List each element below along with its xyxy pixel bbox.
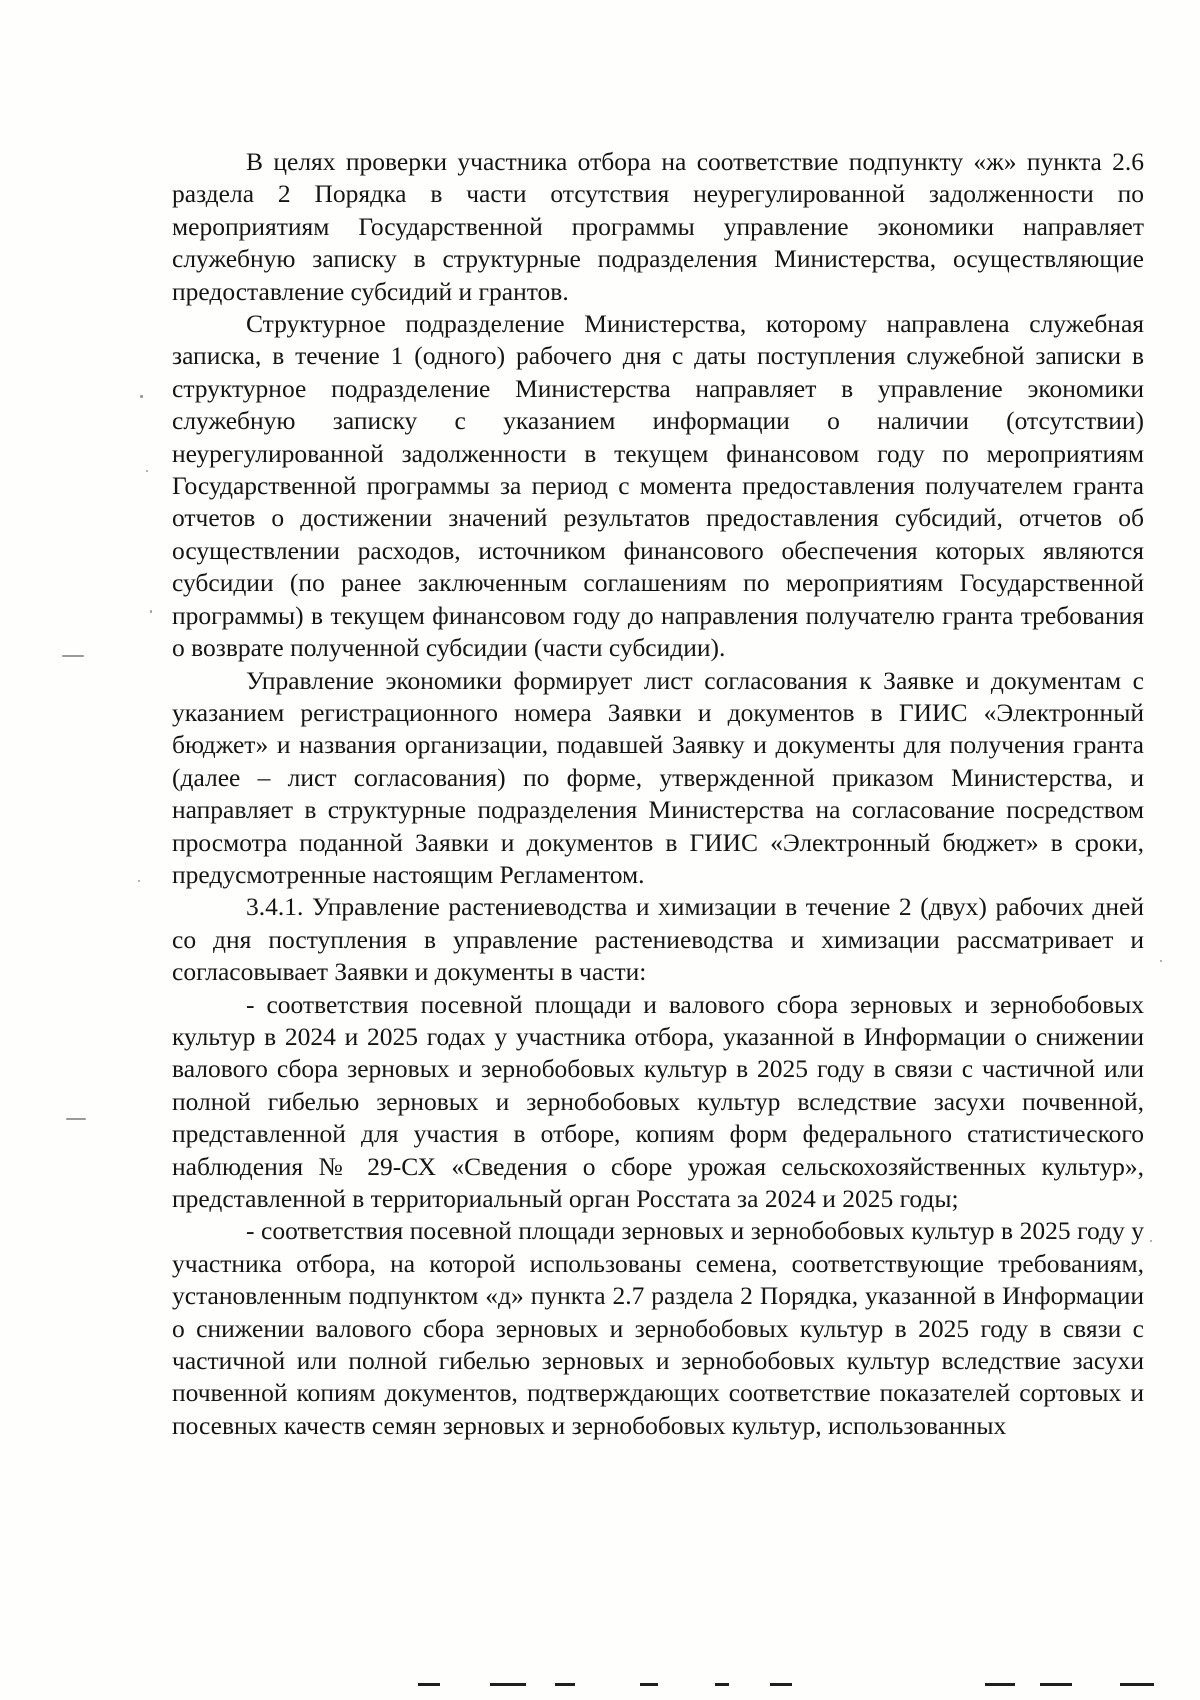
paragraph-debt-check: В целях проверки участника отбора на соответствие подпункту «ж» пункта 2.6 раздела 2 Порядка в части отсутствия неурегулированной задолженности по мероприятиям Государственной программы управление экономики направляет служебную записку в структурные подразделения Министерства, осуществляющие предоставление субсидий и грантов. — [172, 147, 1144, 306]
scan-mark — [138, 880, 140, 882]
list-item-sown-area-harvest: - соответствия посевной площади и валового сбора зерновых и зернобобовых культур в 2024 и 2025 годах у участника отбора, указанной в Информации о снижении валового сбора зерновых и зернобобовых культур в 2025 году в связи с частичной или полной гибелью зерновых и зернобобовых культур вследствие засухи почвенной, представленной для участия в отборе, копиям форм федерального статистического наблюдения № 29-СХ «Сведения о сборе урожая сельскохозяйственных культур», представленной в территориальный орган Росстата за 2024 и 2025 годы; — [172, 989, 1144, 1213]
scan-edge-mark — [715, 1683, 729, 1686]
list-item-sown-area-seeds: - соответствия посевной площади зерновых и зернобобовых культур в 2025 году у участника отбора, на которой использованы семена, соответствующие требованиям, установленным подпунктом «д» пункта 2.7 раздела 2 Порядка, указанной в Информации о снижении валового сбора зерновых и зернобобовых культур в 2025 году в связи с частичной или полной гибелью зерновых и зернобобовых культур вследствие засухи почвенной копиям документов, подтверждающих соответствие показателей сортовых и посевных качеств семян зерновых и зернобобовых культур, использованных — [172, 1216, 1144, 1440]
scan-mark — [146, 470, 148, 472]
scan-edge-mark — [640, 1683, 658, 1686]
scan-mark — [1150, 1240, 1152, 1242]
scan-edge-mark — [555, 1683, 575, 1686]
scan-mark — [1160, 960, 1162, 962]
scan-edge-mark — [1120, 1683, 1154, 1686]
scan-mark — [140, 395, 143, 398]
paragraph-structural-unit-memo: Структурное подразделение Министерства, которому направлена служебная записка, в течение 1 (одного) рабочего дня с даты поступления служебной записки в структурное подразделение Министерства направляет в управление экономики служебную записку с указанием информации о наличии (отсутствии) неурегулированной задолженности в текущем финансовом году по мероприятиям Государственной программы за период с момента предоставления получателем гранта отчетов о достижении значений результатов предоставления субсидий, отчетов об осуществлении расходов, источником финансового обеспечения которых являются субсидии (по ранее заключенным соглашениям по мероприятиям Государственной программы) в текущем финансовом году до направления получателю гранта требования о возврате полученной субсидии (части субсидии). — [172, 309, 1144, 663]
scan-mark — [66, 1118, 86, 1120]
paragraph-section-3-4-1: 3.4.1. Управление растениеводства и химизации в течение 2 (двух) рабочих дней со дня поступления в управление растениеводства и химизации рассматривает и согласовывает Заявки и документы в части: — [172, 892, 1144, 987]
scan-edge-mark — [490, 1683, 526, 1686]
scan-edge-mark — [1040, 1683, 1072, 1686]
scan-mark — [62, 655, 84, 657]
scan-edge-mark — [770, 1683, 792, 1686]
paragraph-approval-sheet: Управление экономики формирует лист согласования к Заявке и документам с указанием регистрационного номера Заявки и документов в ГИИС «Электронный бюджет» и названия организации, подавшей Заявку и документы для получения гранта (далее – лист согласования) по форме, утвержденной приказом Министерства, и направляет в структурные подразделения Министерства на согласование посредством просмотра поданной Заявки и документов в ГИИС «Электронный бюджет» в сроки, предусмотренные настоящим Регламентом. — [172, 665, 1144, 889]
scan-edge-mark — [418, 1683, 440, 1686]
document-body — [172, 146, 1144, 1442]
scan-edge-mark — [985, 1683, 1015, 1686]
scan-mark — [150, 610, 152, 613]
